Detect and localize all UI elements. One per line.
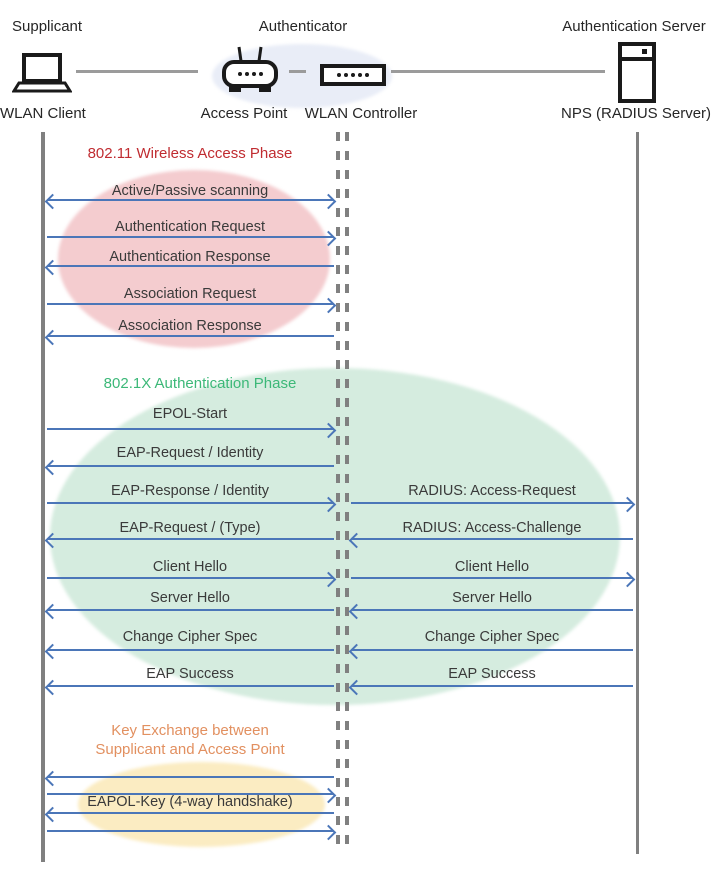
ap-controller-connector [289, 70, 306, 73]
supplicant-role-label: Supplicant [12, 18, 83, 35]
access-point-icon [219, 45, 281, 100]
wlan-client-lifeline [41, 132, 45, 862]
message-label: Change Cipher Spec [122, 629, 258, 645]
wlan-client-label: WLAN Client [0, 105, 86, 122]
authenticator-lifeline-left [336, 132, 340, 854]
authenticator-role-label: Authenticator [258, 18, 348, 35]
client-ap-connector [76, 70, 198, 73]
message-label: EAP-Response / Identity [111, 483, 269, 499]
message-label: Server Hello [150, 590, 230, 606]
message-label: EAP Success [146, 666, 234, 682]
message-label: EAP Success [448, 666, 536, 682]
message-arrow-right [46, 823, 335, 839]
dot1x-authentication-phase-title: 802.1X Authentication Phase [103, 375, 297, 392]
controller-server-connector [391, 70, 605, 73]
laptop-icon [12, 52, 72, 99]
message-label: Authentication Request [115, 219, 265, 235]
message-label: EAP-Request / (Type) [119, 520, 261, 536]
message-label: Authentication Response [109, 249, 271, 265]
message-label: Active/Passive scanning [111, 183, 269, 199]
wlan-controller-icon [320, 64, 386, 91]
message-label: EPOL-Start [152, 406, 228, 422]
arrowhead-left-icon [45, 770, 61, 786]
nps-label: NPS (RADIUS Server) [561, 105, 712, 122]
message-label: Server Hello [452, 590, 532, 606]
auth-server-role-label: Authentication Server [562, 18, 706, 35]
key-exchange-phase-title: Key Exchange between Supplicant and Access Point [95, 722, 285, 758]
message-label: Association Response [118, 318, 262, 334]
wireless-access-phase-title: 802.11 Wireless Access Phase [87, 145, 293, 162]
access-point-label: Access Point [200, 105, 288, 122]
arrowhead-right-icon [321, 824, 337, 840]
message-label: Change Cipher Spec [424, 629, 560, 645]
message-label: Association Request [123, 286, 257, 302]
server-icon [617, 42, 657, 108]
message-label: EAPOL-Key (4-way handshake) [87, 794, 293, 810]
message-label: RADIUS: Access-Challenge [402, 520, 582, 536]
authenticator-lifeline-right [345, 132, 349, 854]
message-arrow-left [46, 769, 335, 785]
message-label: Client Hello [454, 559, 530, 575]
wlan-controller-label: WLAN Controller [304, 105, 418, 122]
message-label: RADIUS: Access-Request [408, 483, 576, 499]
nps-lifeline [636, 132, 639, 854]
arrowhead-right-icon [321, 422, 337, 438]
message-label: EAP-Request / Identity [116, 445, 264, 461]
message-label: Client Hello [152, 559, 228, 575]
